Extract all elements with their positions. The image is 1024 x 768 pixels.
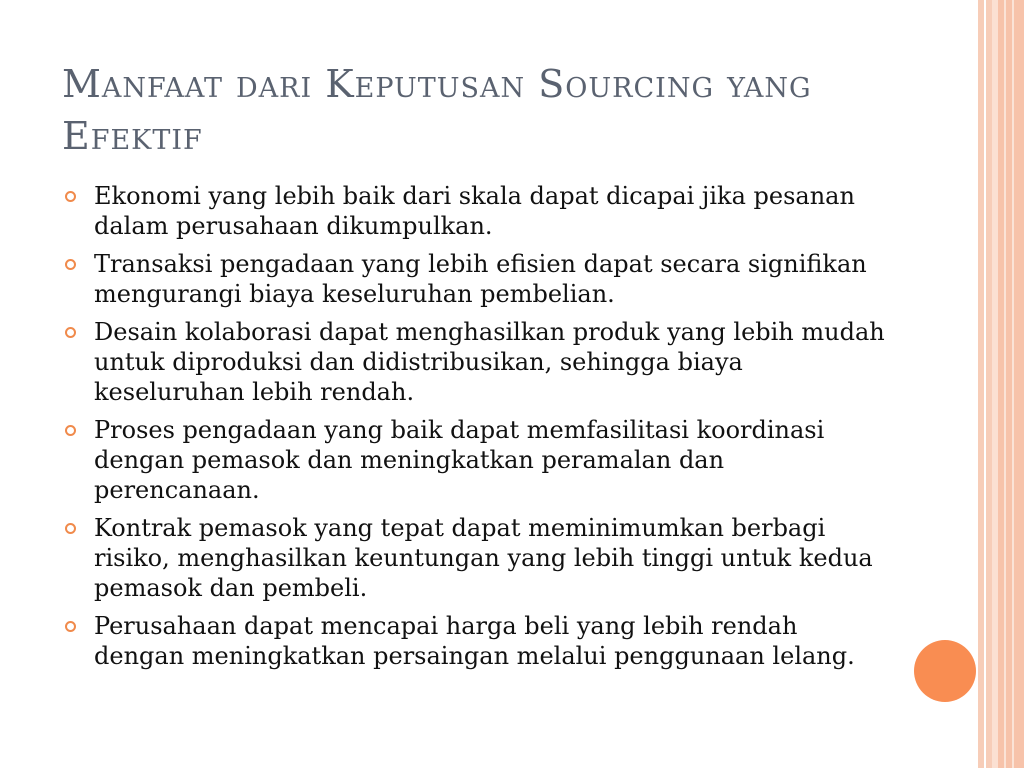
hollow-circle-bullet-icon [65, 191, 76, 202]
bullet-item [62, 513, 892, 603]
slide-title: Manfaat dari Keputusan Sourcing yang Efektif [62, 62, 812, 158]
hollow-circle-bullet-icon [65, 523, 76, 534]
bullet-item [62, 181, 892, 241]
hollow-circle-bullet-icon [65, 621, 76, 632]
bullet-item [62, 415, 892, 505]
bullet-text: Transaksi pengadaan yang lebih efisien dapat secara signifikan mengurangi biaya keseluruhan pembelian. [94, 250, 867, 308]
bullet-text: Ekonomi yang lebih baik dari skala dapat dicapai jika pesanan dalam perusahaan dikumpulkan. [94, 182, 855, 240]
bullet-text: Desain kolaborasi dapat menghasilkan produk yang lebih mudah untuk diproduksi dan didistribusikan, sehingga biaya keseluruhan lebih rendah. [94, 318, 885, 406]
hollow-circle-bullet-icon [65, 327, 76, 338]
bullet-item [62, 317, 892, 407]
bullet-text: Kontrak pemasok yang tepat dapat meminimumkan berbagi risiko, menghasilkan keuntungan yang lebih tinggi untuk kedua pemasok dan pembeli. [94, 514, 873, 602]
orange-circle-icon [914, 640, 976, 702]
hollow-circle-bullet-icon [65, 425, 76, 436]
bullet-list [62, 181, 892, 679]
bullet-item [62, 249, 892, 309]
bullet-text: Proses pengadaan yang baik dapat memfasilitasi koordinasi dengan pemasok dan meningkatkan peramalan dan perencanaan. [94, 416, 825, 504]
hollow-circle-bullet-icon [65, 259, 76, 270]
bullet-item [62, 611, 892, 671]
decorative-stripe [998, 0, 1024, 768]
decorative-stripe [1004, 0, 1006, 768]
decorative-stripe [1012, 0, 1014, 768]
bullet-text: Perusahaan dapat mencapai harga beli yang lebih rendah dengan meningkatkan persaingan melalui penggunaan lelang. [94, 612, 855, 670]
